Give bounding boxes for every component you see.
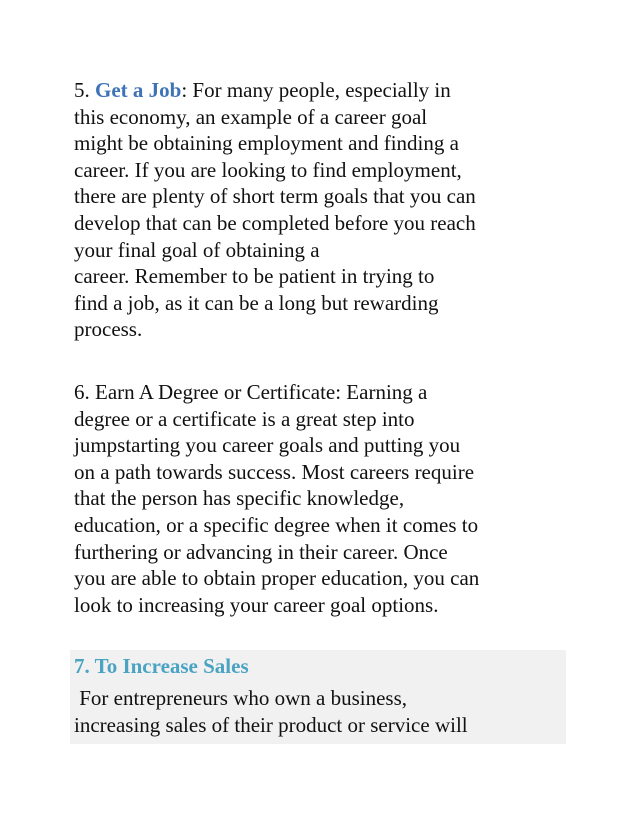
paragraph-line: you are able to obtain proper education, you can [74, 566, 480, 591]
paragraph-increase-sales [74, 685, 574, 739]
section-number: 5. [74, 78, 95, 102]
paragraph-earn-a-degree [74, 379, 574, 618]
paragraph-line: find a job, as it can be a long but rewarding [74, 290, 439, 315]
paragraph-line: furthering or advancing in their career. Once [74, 539, 448, 564]
paragraph-line: 5. Get a Job: For many people, especially in [74, 78, 451, 102]
paragraph-line: career. Remember to be patient in trying to [74, 264, 435, 289]
paragraph-line: that the person has specific knowledge, [74, 486, 405, 511]
paragraph-line: degree or a certificate is a great step into [74, 406, 415, 431]
section-heading-increase-sales: 7. To Increase Sales [74, 654, 249, 678]
paragraph-line: might be obtaining employment and finding a [74, 131, 459, 156]
paragraph-line: career. If you are looking to find employment, [74, 157, 462, 182]
paragraph-line: education, or a specific degree when it comes to [74, 512, 479, 537]
paragraph-line: process. [74, 317, 143, 342]
paragraph-line: there are plenty of short term goals that you can [74, 184, 476, 209]
section-title: Get a Job [95, 78, 182, 102]
paragraph-line: 6. Earn A Degree or Certificate: Earning a [74, 380, 428, 404]
paragraph-line: jumpstarting you career goals and putting you [74, 433, 461, 458]
paragraph-line: look to increasing your career goal options. [74, 592, 439, 617]
paragraph-line: For entrepreneurs who own a business, [74, 686, 408, 710]
paragraph-line: increasing sales of their product or service will [74, 713, 468, 737]
paragraph-line: this economy, an example of a career goal [74, 104, 428, 129]
paragraph-get-a-job [74, 77, 574, 343]
paragraph-line: your final goal of obtaining a [74, 237, 320, 262]
paragraph-line: on a path towards success. Most careers require [74, 459, 475, 484]
paragraph-line: develop that can be completed before you reach [74, 210, 476, 235]
